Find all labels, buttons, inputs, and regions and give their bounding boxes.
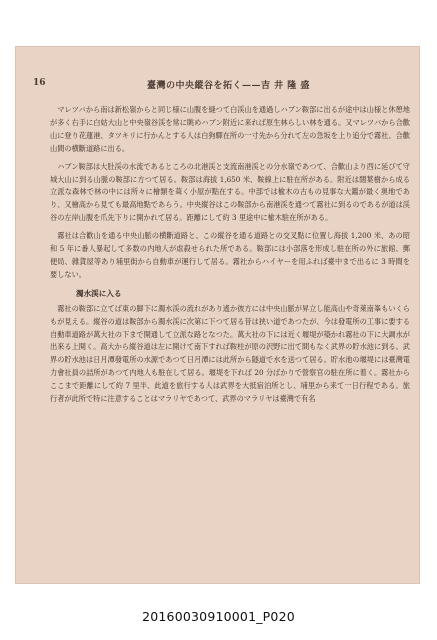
paragraph-4: 霧社の鞍部に立てば東の脚下に濁水渓の流れがあり遙か彼方には中央山脈が昇立し能高山や奇萊南峯もいくらもが見える。縱谷の道は鞍部から濁水渓に次第に下つて居る昔は狭い道であつたが、今は發電所の工事に要する自動車道路が萬大社の下まで開通して立派な路となつた。萬大社の下には近く堰堤が築かれ霧社の下に大調水が出來る上開く。高大から縱谷道は左に開けて南下すれば鞍柱が原の沢野に出て間もなく武界の貯水池に到る。武界の貯水池は日月潭發電所の水源であつて日月潭には此所から隧道で水を送つて居る。貯水池の堰堤には臺灣電力會社員の詰所があつて内地人も駐在して居る。堰堤を下れば 20 分ばかりで營察官の駐在所に着く。霧社からここまで距離にして約 7 里半、此道を旅行する人は武界を大抵宿泊所とし、埔里から来て一日行程である。旅行者が此所で特に注意することはマラリヤであつて、武界のマラリヤは臺灣で有名 xyxy=(50,303,410,404)
scanned-page xyxy=(15,46,420,584)
page-number: 16 xyxy=(33,78,46,88)
running-title: 臺灣の中央縱谷を拓く——吉 井 隆 盛 xyxy=(147,81,310,91)
paragraph-3: 霧社は合歡山を通る中央山脈の横斷道路と、この縱谷を通る道路との交叉點に位置し海拔 1,200 米、あの昭和 5 年に番人暴起して多数の内地人が虐殺せられた所である。鞍部には小部落を形成し駐在所の外に旅館、郵便局、雜貨屋等あり埔里街から自動車が運行して居る。霧社からハイヤーを用ふれば臺中まで出るに 3 時間を要しない。 xyxy=(50,231,410,279)
paragraph-2: ハブン鞍部は大肚渓の水流であるところの北港渓と支流南港渓との分水嶺であつて、合歡山より西に延びて守城大山に到る山脈の鞍部に方つて居る。鞍部は海拔 1,650 米、鞍線上に駐在所がある。附近は闊葉樹から成る立派な森林で林の中には所々に檜類を葺く小屋が點在する。中部では楡木の古もの見事な大鑑が最く奥地であり、又檜高から見ても最高地點であらう。中央縱谷はこの鞍部から南港渓を通つて霧社に到るのであるが道は渓谷の左岸山腹を爪先下りに開かれて居る。距離にして約 3 里途中に楡木駐在所がある。 xyxy=(50,161,410,223)
body-text xyxy=(50,104,410,406)
page-header xyxy=(15,78,420,92)
section-heading: 濁水渓に入る xyxy=(76,288,122,298)
image-caption: 20160030910001_P020 xyxy=(142,609,295,624)
paragraph-1: マレツバから南は新松嶺からと同じ様に山腹を縫つて白渓山を通過しハブン鞍部に出るが途中は山様と休憩地が多く右手に白姑大山と中央嶺谷渓を常に眺めハブン附近に来れば原生林らしい林を通る。又マレツバから合歡山に登り花蓮港、タツキリに行かんとする人は白狗驛在所の一寸先から分れて左の急坂を上り追分で霧社、合歡山間の横斷道路に出る。 xyxy=(50,105,410,153)
